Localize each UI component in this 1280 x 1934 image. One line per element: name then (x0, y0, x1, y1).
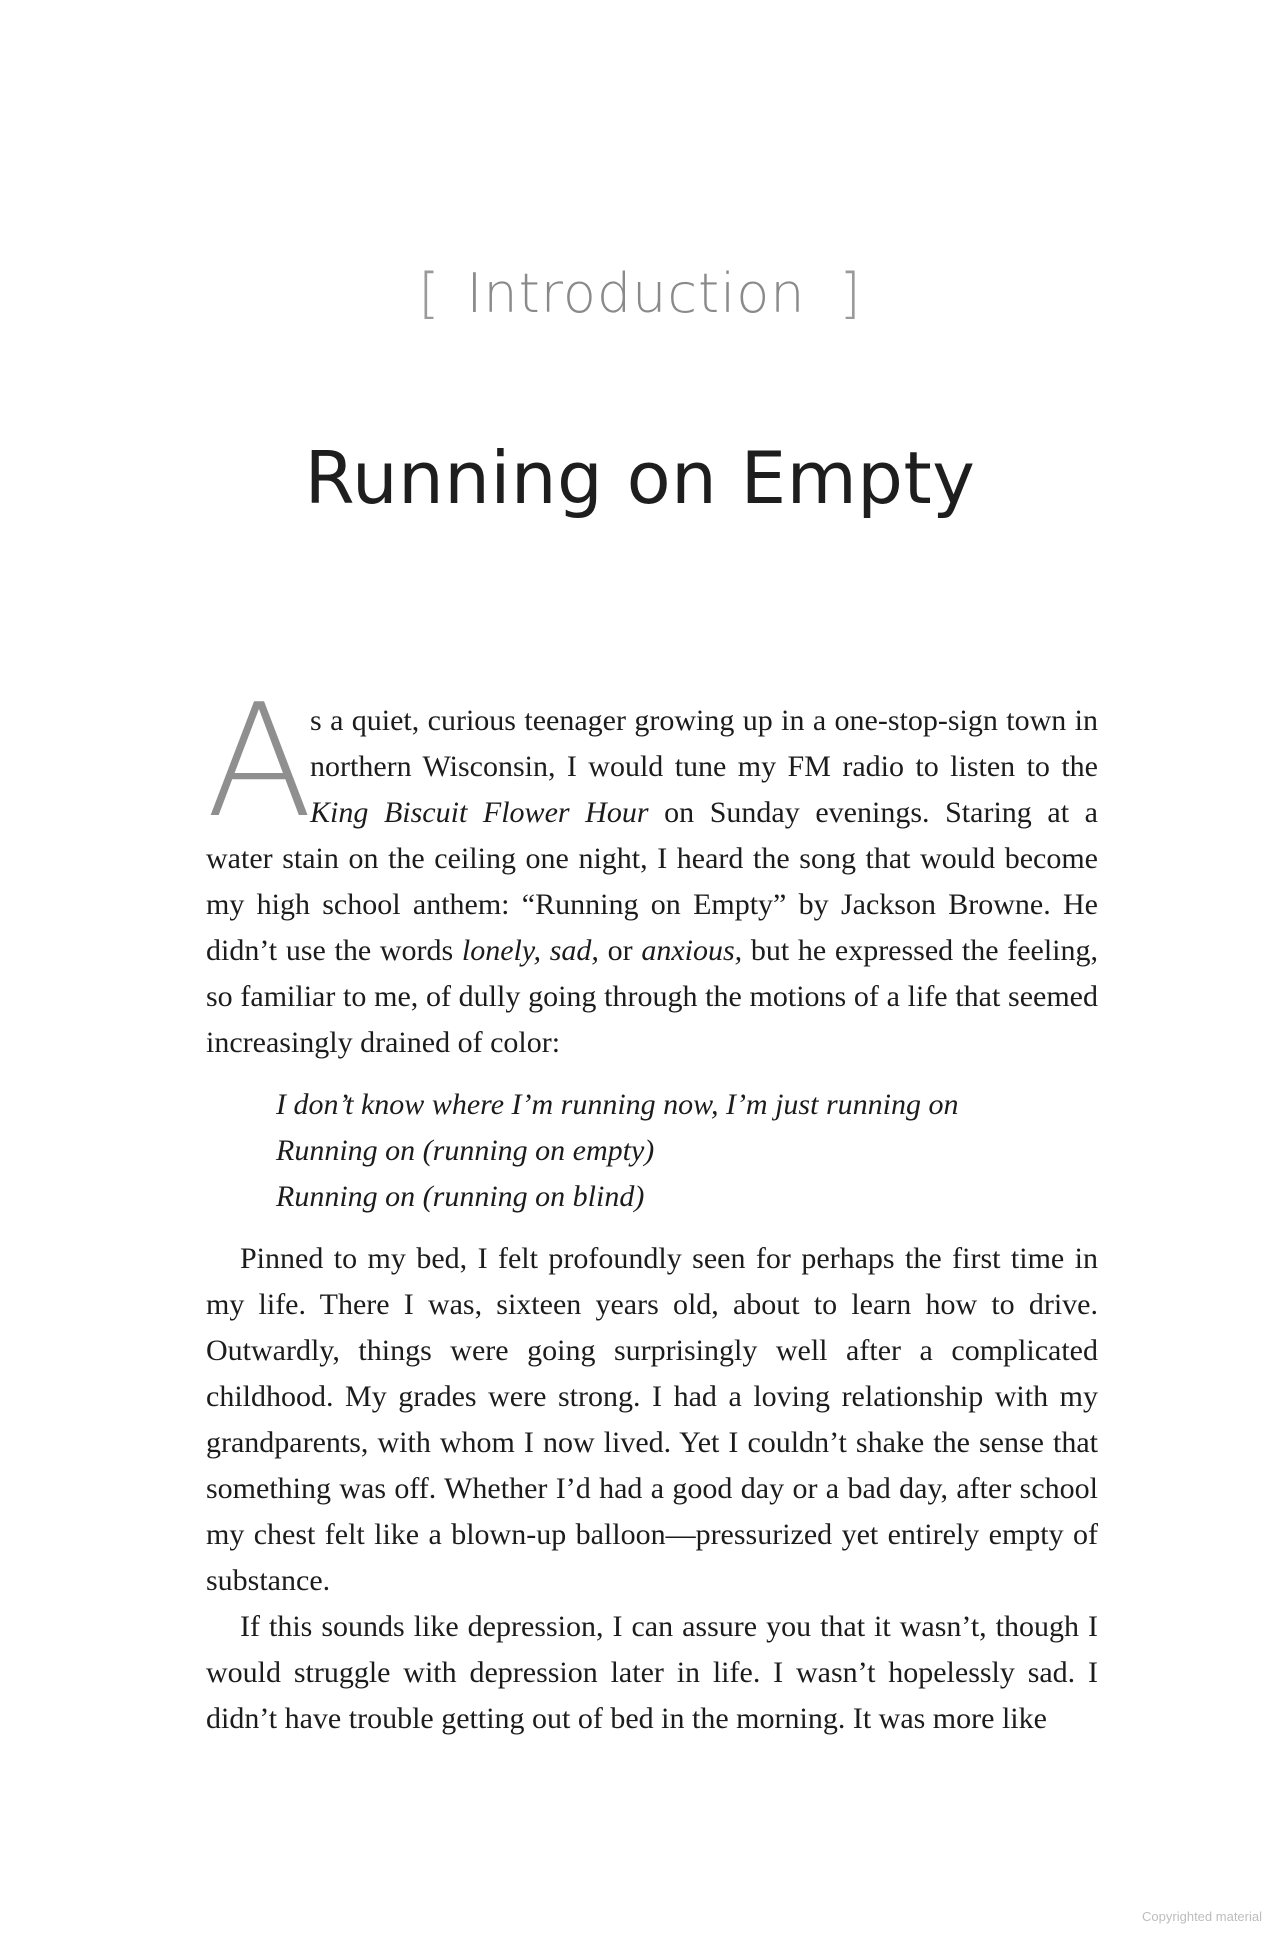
paragraph: Pinned to my bed, I felt profoundly seen for perhaps the first time in my life. There I was, sixteen years old, about to learn how to drive. Outwardly, things were going surprisingly well after a complicated childhood. My grades were strong. I had a loving relationship with my grandparents, with whom I now lived. Yet I couldn’t shake the sense that something was off. Whether I’d had a good day or a bad day, after school my chest felt like a blown-up balloon—pressurized yet entirely empty of substance. (206, 1242, 1098, 1597)
text-run: but he expressed the feeling, so familiar to me, of dully going through the motions of a life that seemed increasingly drained of color: (206, 934, 1098, 1059)
lyric-line: I don’t know where I’m running now, I’m just running on (276, 1088, 959, 1121)
bracket-close: ] (839, 262, 862, 325)
text-run (541, 934, 550, 967)
paragraph: If this sounds like depression, I can assure you that it wasn’t, though I would struggle with depression later in life. I wasn’t hopelessly sad. I didn’t have trouble getting out of bed in the morning. It was more like (206, 1610, 1098, 1735)
italic-word: sad, (549, 934, 599, 967)
chapter-label (0, 262, 1280, 325)
song-lyrics (276, 1082, 1098, 1220)
italic-show-title: King Biscuit Flower Hour (310, 796, 649, 829)
text-run: s a quiet, curious teenager growing up in a one-stop-sign town in northern Wisconsin, I would tune my FM radio to listen to the (310, 704, 1098, 783)
body-text (206, 670, 1098, 1742)
italic-word: anxious, (641, 934, 743, 967)
drop-cap: A (206, 670, 313, 852)
opening-paragraph (206, 670, 1098, 1066)
lyric-line: Running on (running on empty) (276, 1134, 655, 1167)
copyright-notice: Copyrighted material (1142, 1909, 1262, 1924)
text-run: on Sunday evenings. Staring at a water stain on the ceiling one night, I heard the song that would become my high school anthem: “Running on Empty” by Jackson Browne. He didn’t use the words (206, 796, 1098, 967)
text-run: or (598, 934, 642, 967)
bracket-open: [ (418, 262, 441, 325)
lyric-line: Running on (running on blind) (276, 1180, 645, 1213)
italic-word: lonely, (461, 934, 542, 967)
chapter-title: Running on Empty (304, 436, 976, 520)
chapter-label-text: Introduction (466, 262, 806, 325)
